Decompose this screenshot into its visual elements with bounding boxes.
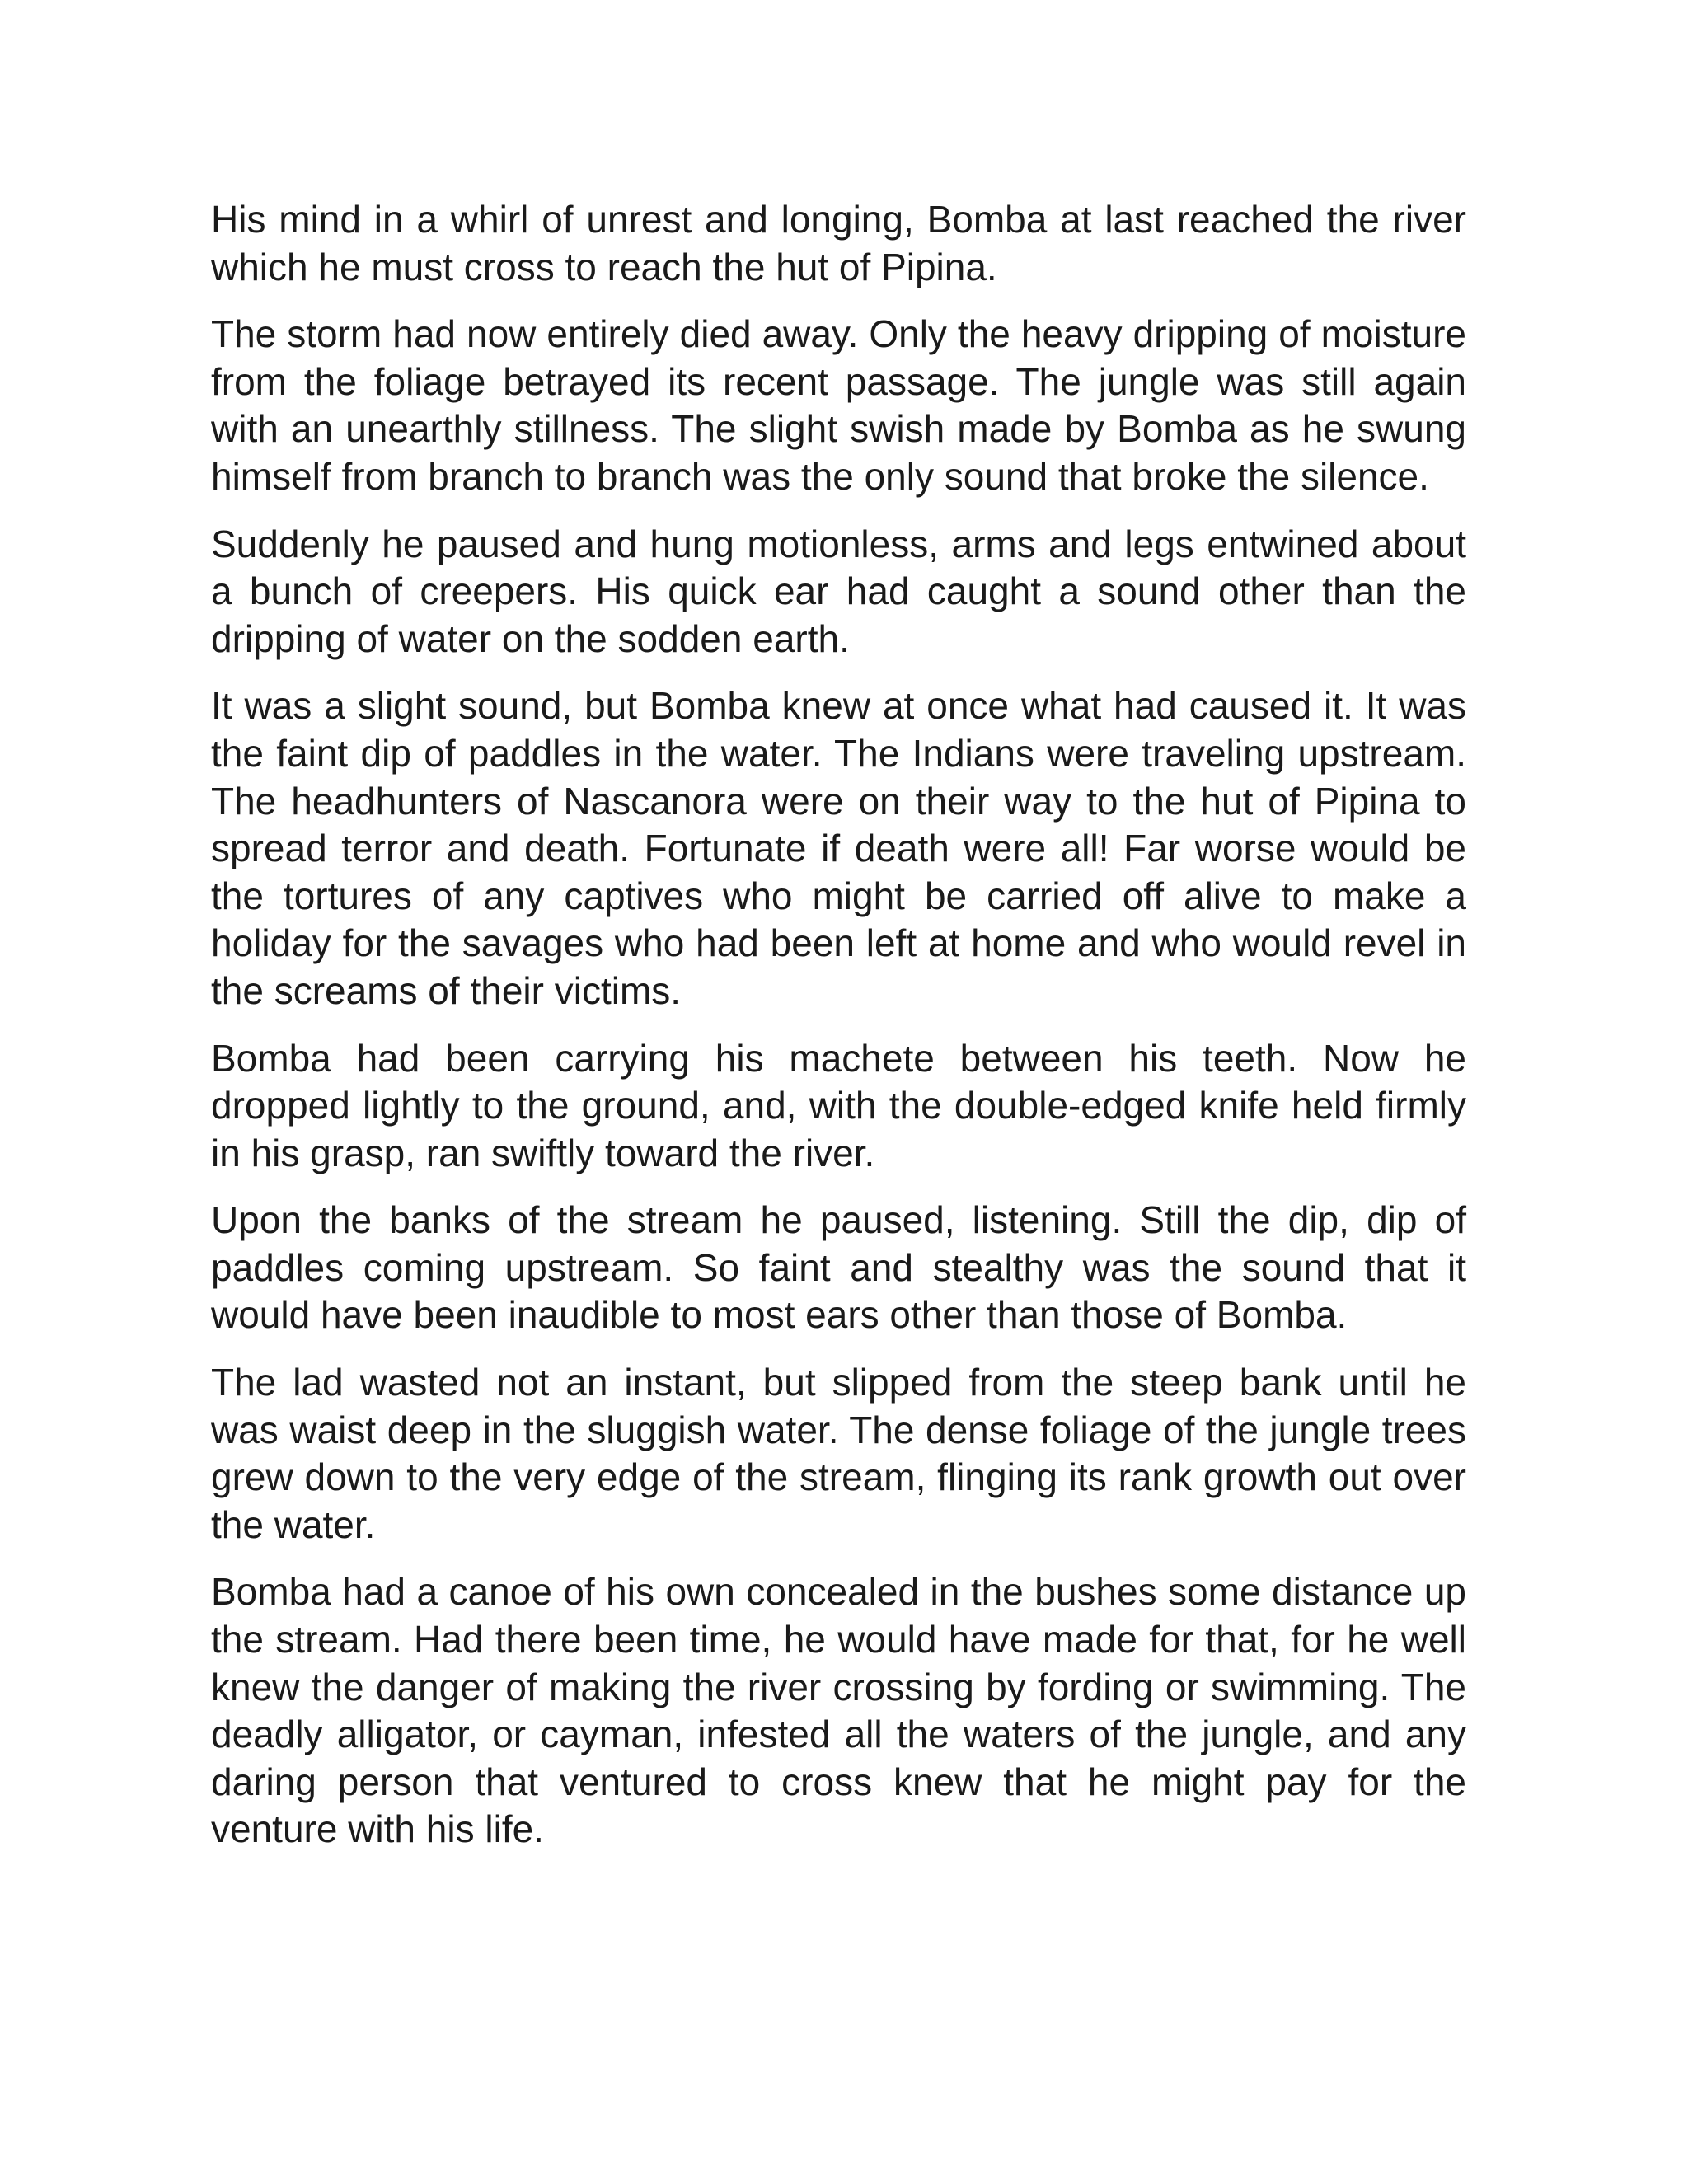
- paragraph-8: Bomba had a canoe of his own concealed in the bushes some distance up the stream. Had there been time, he would have made for that, for he well knew the danger of making the river crossing by fording or swimming. The deadly alligator, or cayman, infested all the waters of the jungle, and any daring person that ventured to cross knew that he might pay for the venture with his life.: [211, 1570, 1466, 1851]
- paragraph-7: The lad wasted not an instant, but slipped from the steep bank until he was waist deep in the sluggish water. The dense foliage of the jungle trees grew down to the very edge of the stream, flinging its rank growth out over the water.: [211, 1361, 1466, 1546]
- paragraph-1: His mind in a whirl of unrest and longing, Bomba at last reached the river which he must cross to reach the hut of Pipina.: [211, 198, 1466, 288]
- paragraph-2: The storm had now entirely died away. Only the heavy dripping of moisture from the foliage betrayed its recent passage. The jungle was still again with an unearthly stillness. The slight swish made by Bomba as he swung himself from branch to branch was the only sound that broke the silence.: [211, 312, 1466, 498]
- paragraph-3: Suddenly he paused and hung motionless, arms and legs entwined about a bunch of creepers. His quick ear had caught a sound other than the dripping of water on the sodden earth.: [211, 522, 1466, 660]
- paragraph-4: It was a slight sound, but Bomba knew at once what had caused it. It was the faint dip of paddles in the water. The Indians were traveling upstream. The headhunters of Nascanora were on their way to the hut of Pipina to spread terror and death. Fortunate if death were all! Far worse would be the tortures of any captives who might be carried off alive to make a holiday for the savages who had been left at home and who would revel in the screams of their victims.: [211, 684, 1466, 1012]
- paragraph-5: Bomba had been carrying his machete between his teeth. Now he dropped lightly to the ground, and, with the double-edged knife held firmly in his grasp, ran swiftly toward the river.: [211, 1036, 1466, 1174]
- document-page: [211, 196, 1466, 1873]
- paragraph-6: Upon the banks of the stream he paused, listening. Still the dip, dip of paddles coming upstream. So faint and stealthy was the sound that it would have been inaudible to most ears other than those of Bomba.: [211, 1198, 1466, 1337]
